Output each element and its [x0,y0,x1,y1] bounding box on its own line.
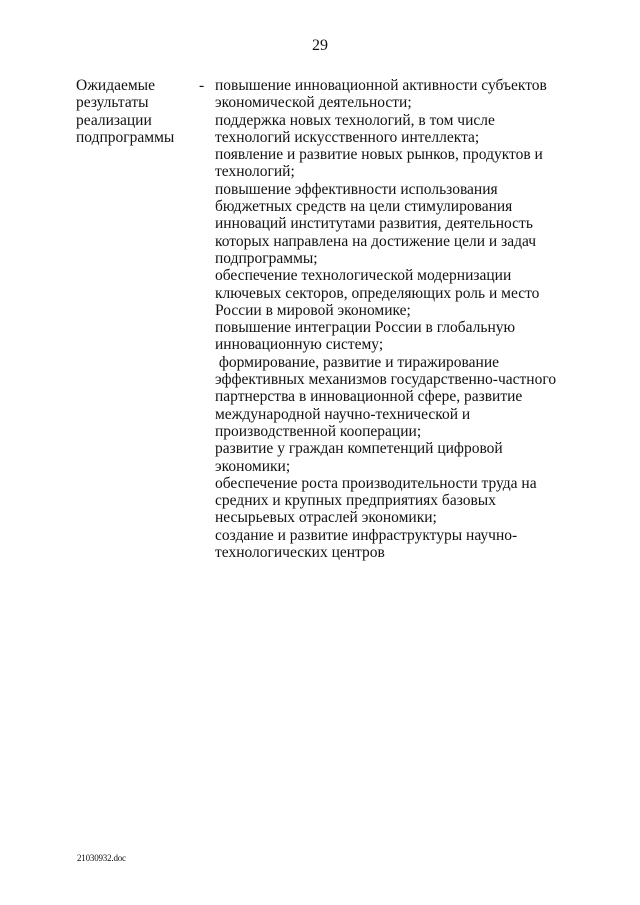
row-label-line: подпрограммы [76,128,175,146]
text-line: повышение интеграции России в глобальную [215,319,516,337]
row-label-line: Ожидаемые [76,77,155,94]
text-line: появление и развитие новых рынков, продуктов и [215,146,543,164]
text-line: обеспечение роста производительности труда на [215,474,537,492]
row-label-line: результаты [76,94,149,112]
text-line: инноваций институтами развития, деятельность [215,215,533,233]
document-filename: 21030932.doc [77,853,126,863]
text-line: создание и развитие инфраструктуры научно- [215,526,518,544]
text-line: инновационную систему; [215,336,384,354]
text-line: технологических центров [215,544,385,562]
text-line: технологий; [215,163,295,181]
row-dash: - [199,77,205,94]
text-line: повышение эффективности использования [215,180,498,198]
text-line: повышение инновационной активности субъектов [215,77,547,94]
text-line: развитие у граждан компетенций цифровой [215,440,503,458]
text-line: обеспечение технологической модернизации [215,267,512,285]
text-line: России в мировой экономике; [215,301,411,319]
text-line: формирование, развитие и тиражирование [215,353,500,371]
text-line: производственной кооперации; [215,422,422,440]
text-line: средних и крупных предприятиях базовых [215,492,496,510]
row-label-line: реализации [76,111,152,129]
text-line: технологий искусственного интеллекта; [215,128,480,146]
text-line: поддержка новых технологий, в том числе [215,111,495,129]
text-line: бюджетных средств на цели стимулирования [215,198,513,216]
text-line: подпрограммы; [215,249,318,267]
text-line: которых направлена на достижение цели и задач [215,232,537,250]
text-line: международной научно-технической и [215,405,471,423]
text-line: экономики; [215,457,291,475]
text-line: экономической деятельности; [215,94,412,112]
row-text [215,77,575,561]
text-line: ключевых секторов, определяющих роль и место [215,284,540,302]
text-line: партнерства в инновационной сфере, развитие [215,388,523,406]
text-line: несырьевых отраслей экономики; [215,509,437,527]
row-label [76,77,191,146]
text-line: эффективных механизмов государственно-частного [215,371,557,389]
page-number: 29 [312,37,328,54]
